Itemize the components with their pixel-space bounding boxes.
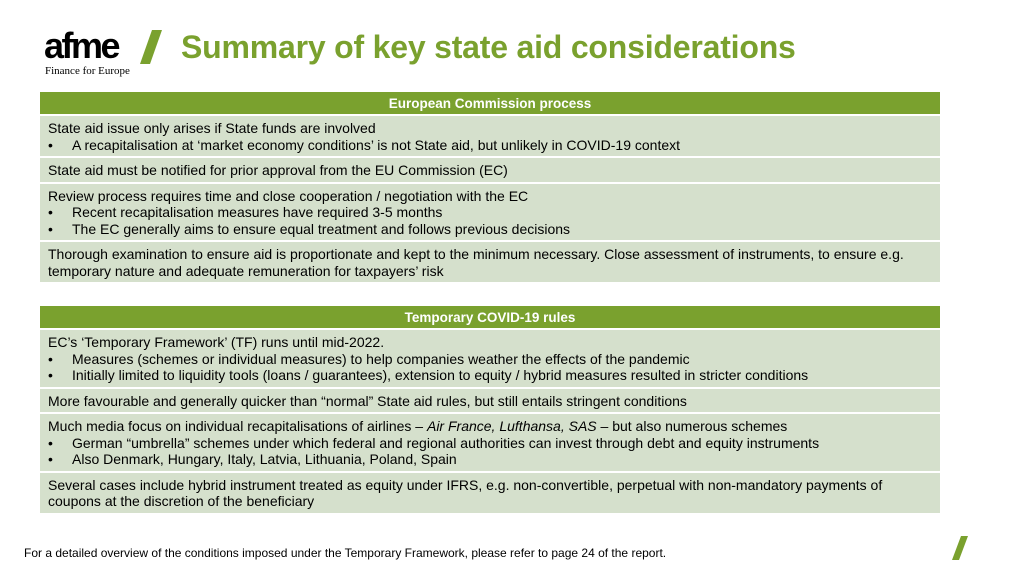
table-row	[40, 473, 940, 515]
bullet-item	[48, 451, 932, 468]
bullet-marker: •	[48, 367, 53, 383]
bullet-item	[48, 137, 932, 154]
row-text: Several cases include hybrid instrument treated as equity under IFRS, e.g. non-convertible, perpetual with non-mandatory payments of coupons at the discretion of the beneficiary	[48, 476, 883, 509]
row-text: State aid must be notified for prior approval from the EU Commission (EC)	[48, 162, 508, 178]
bullet-text: Initially limited to liquidity tools (loans / guarantees), extension to equity / hybrid measures resulted in stricter conditions	[72, 367, 809, 383]
section-european-commission-process	[40, 92, 940, 284]
row-text: Review process requires time and close cooperation / negotiation with the EC	[48, 187, 529, 204]
bullet-text: The EC generally aims to ensure equal treatment and follows previous decisions	[72, 220, 571, 237]
bullet-marker: •	[48, 434, 53, 451]
bullet-text: German “umbrella” schemes under which federal and regional authorities can invest through debt and equity instruments	[72, 434, 820, 451]
slash-icon	[140, 30, 162, 64]
row-text-before: Much media focus on individual recapitalisations of airlines –	[48, 418, 427, 434]
footnote: For a detailed overview of the conditions imposed under the Temporary Framework, please refer to page 24 of the report.	[24, 546, 667, 560]
row-text: Thorough examination to ensure aid is proportionate and kept to the minimum necessary. Close assessment of instruments, to ensure e.g. temporary nature and adequate remuneration for taxpayers’ risk	[48, 246, 904, 279]
section-header: European Commission process	[40, 92, 940, 116]
bullet-marker: •	[48, 350, 53, 367]
bullet-item	[48, 221, 932, 238]
row-text: More favourable and generally quicker than “normal” State aid rules, but still entails stringent conditions	[48, 392, 687, 409]
row-text: EC’s ‘Temporary Framework’ (TF) runs until mid-2022.	[48, 334, 385, 350]
logo-wordmark: afme	[44, 25, 119, 66]
table-row	[40, 116, 940, 158]
page-title: Summary of key state aid considerations	[181, 29, 796, 65]
bullet-marker: •	[48, 204, 53, 220]
section-header: Temporary COVID-19 rules	[40, 306, 940, 330]
table-row	[40, 414, 940, 473]
logo-tagline: Finance for Europe	[45, 65, 130, 77]
bullet-item	[48, 204, 932, 221]
table-row	[40, 330, 940, 389]
airline-names: Air France, Lufthansa, SAS	[426, 418, 597, 434]
row-text-after: – but also numerous schemes	[596, 418, 788, 434]
bullet-item	[48, 351, 932, 368]
row-text	[48, 418, 932, 435]
bullet-text: Also Denmark, Hungary, Italy, Latvia, Lithuania, Poland, Spain	[72, 451, 457, 467]
bullet-text: A recapitalisation at ‘market economy conditions’ is not State aid, but unlikely in COVID-19 context	[72, 136, 681, 153]
table-row	[40, 389, 940, 415]
bullet-marker: •	[48, 136, 53, 153]
table-row	[40, 184, 940, 243]
table-row	[40, 158, 940, 184]
bullet-item	[48, 367, 932, 384]
section-temporary-covid-rules	[40, 306, 940, 515]
table-row	[40, 242, 940, 284]
bullet-item	[48, 435, 932, 452]
bullet-marker: •	[48, 220, 53, 237]
row-text: State aid issue only arises if State funds are involved	[48, 120, 376, 136]
slash-icon	[952, 536, 968, 560]
bullet-text: Recent recapitalisation measures have required 3-5 months	[72, 204, 443, 220]
bullet-marker: •	[48, 451, 53, 467]
afme-logo	[44, 25, 164, 78]
bullet-text: Measures (schemes or individual measures) to help companies weather the effects of the pandemic	[72, 350, 690, 367]
